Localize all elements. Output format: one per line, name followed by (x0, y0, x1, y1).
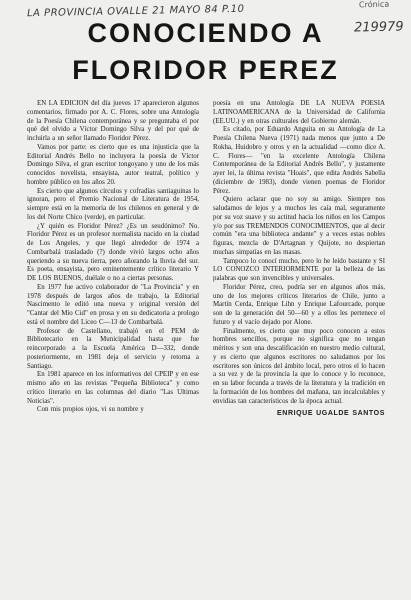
paragraph: EN LA EDICION del día jueves 17 aparecieron algunos comentarios, firmado por A. C. Flores, sobre una Antología de la Poesía Chilena contemporánea y se preguntaba el por qué del olvido a Víctor Domingo Silva y del por qué de incluirla a un señor llamado Floridor Pérez. (27, 100, 199, 142)
paragraph: Tampoco lo conocí mucho, pero lo he leído bastante y SI LO CONOZCO INTERIORMENTE por la belleza de las palabras que son invencibles y universales. (213, 257, 386, 282)
paragraph: Profesor de Castellano, trabajó en el PEM de Bibliotecario en la Municipalidad hasta que fue reincorporado a la Escuela América D—332, donde posteriormente, en 1981 deja el servicio y retorna a Santiago. (27, 327, 199, 370)
paragraph: poesía en una Antología DE LA NUEVA POESIA LATINOAMERICANA de la Universidad de California (EE.UU.) y en otras culturales del Gobierno alemán. (213, 100, 385, 125)
paragraph: ¿Y quién es Floridor Pérez? ¿Es un seudónimo? No. Floridor Pérez es un profesor normalista nacido en la ciudad de Los Angeles, y que llegó alrededor de 1974 a Combarbalá trasladado (?) donde vivió largos ocho años queriendo a su nueva tierra, pero añorando la lluvia del sur. Es poeta, ensayista, pero eminentemente crítico literario Y DE LOS BUENOS, duélale o no a ciertas personas. (27, 222, 199, 282)
handwritten-catalog-number: 219979 (353, 19, 404, 36)
author-signature: ENRIQUE UGALDE SANTOS (277, 410, 385, 418)
article-column-left (27, 100, 199, 415)
paragraph: Con mis propios ojos, vi su nombre y (37, 406, 144, 414)
paragraph: En 1981 aparece en los informativos del CPEIP y en ese mismo año en las revistas "Pequeña Biblioteca" y como crítico literario en las columnas del diario "Las Ultimas Noticias". (27, 371, 199, 405)
headline-line-1: CONOCIENDO A (87, 18, 324, 48)
paragraph: Finalmente, es cierto que muy poco conocen a estos hombres sencillos, porque no significa que no tengan méritos y son una descalificación en nuestro medio cultural, y es cierto que algunos escritores no saludamos por los escritores son únicos del ámbito local, pero otros el lo hacen a su vez y de la provincia la que lo conoce y lo reconoce, en su labor fecunda a través de la literatura y la tradición en la formación de los hombres del mañana, tan incalculables y envidias tan característicos de la época actual. (213, 327, 385, 405)
paragraph: Es cierto que algunos círculos y cofradías santiaguinas lo ignoran, pero el Premio Nacional de Literatura de 1954, siempre está en la memoria de los chilenos en general y de los del Norte Chico (verde), en particular. (27, 187, 199, 221)
paragraph: Floridor Pérez, creo, podría ser en algunos años más, uno de los mejores críticos literarios de Chile, junto a Martín Cerda, Enrique Lihn y Enrique Lafourcade, porque son de la generación del 50—60 y a ellos les pertenece el futuro y el vacío dejado por Alone. (213, 283, 385, 326)
headline-line-2: FLORIDOR PEREZ (72, 55, 339, 85)
paragraph: En 1977 fue activo colaborador de "La Provincia" y en 1978 después de largos años de trabajo, la Editorial Nascimento le editó una nueva y original versión del "Cantar del Mío Cid" en prosa y en su dedicatoria a prologo está el nombre del Liceo C—13 de Combarbalá. (27, 283, 199, 326)
paragraph: Vamos por parte: es cierto que es una injusticia que la Editorial Andrés Bello no incluyera la poesía de Víctor Domingo Silva, el gran escritor tongoyano y uno de los más conocidos novelista, ensayista, autor teatral, político y hombre público en los años 20. (27, 143, 199, 186)
handwritten-source-note: LA PROVINCIA OVALLE 21 MAYO 84 P.10 (26, 3, 245, 20)
paragraph: Es citado, por Eduardo Anguita en su Antología de La Poesía Chilena Nueva (1971) nada menos que junto a De Rokha, Huidobro y otros y en la actualidad —como dice A. C. Flores— "en la excelente Antología Chilena Contemporánea de la Editorial Andrés Bello", y justamente ayer lei, la última revista "Hoais", que edita Andrés Sabella (diciembre de 1983), donde vienen poemas de Floridor Pérez. (213, 126, 385, 195)
section-label: Crónica (358, 0, 390, 10)
paragraph: Quiero aclarar que no soy su amigo. Siempre nos saludamos de lejos y a muchos les caía mal, seguramente por su voz suave y su actitud hacia los niños en los Campos y/o por sus TREMENDOS CONOCIMIENTOS, que al decir común "era una biblioteca andante" y a veces estas nobles figuras, mezcla de D'Artagnan y Quijote, no despiertan muchas simpatías en las masas. (213, 196, 385, 256)
article-column-right (213, 100, 385, 419)
